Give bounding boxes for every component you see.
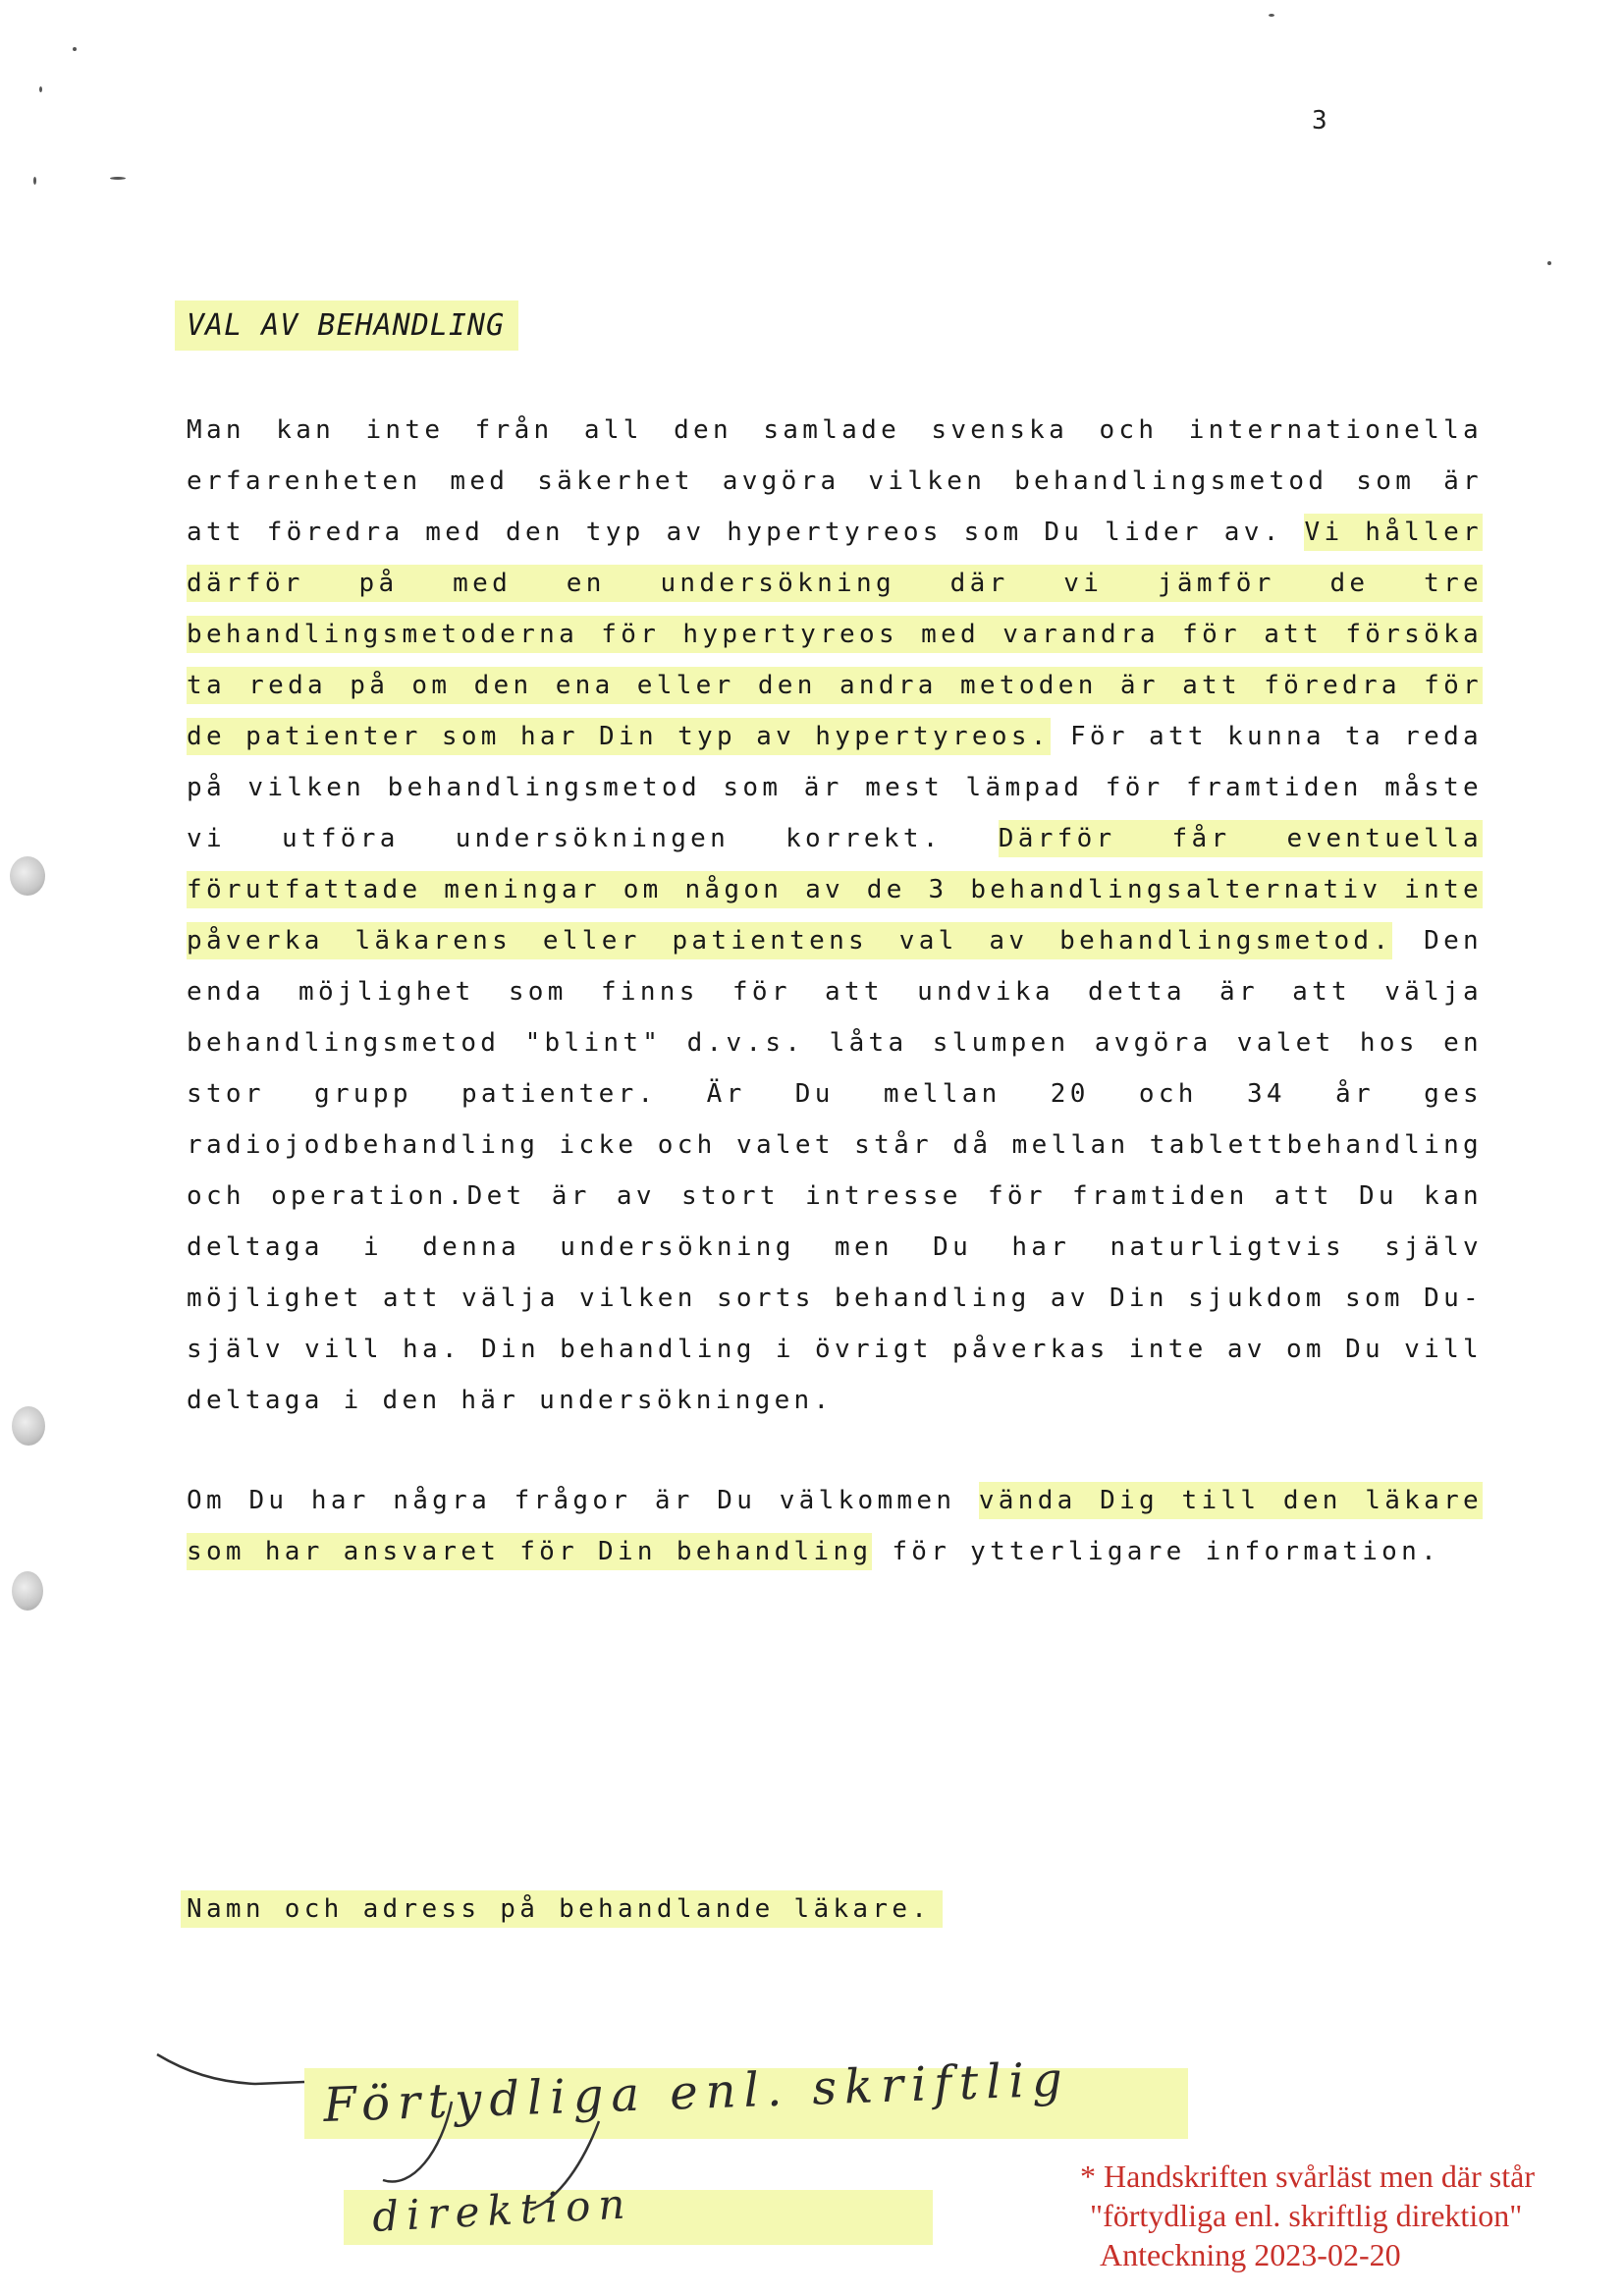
paragraph-text: för ytterligare information. <box>872 1537 1441 1566</box>
scan-speck <box>33 177 36 185</box>
footnote-line: * Handskriften svårläst men där står <box>1080 2159 1535 2194</box>
highlighted-text: vända Dig till den läkare som har ansvaret för Din behandling <box>187 1482 1483 1570</box>
paragraph-text: Om Du har några frågor är Du välkommen <box>187 1486 979 1515</box>
paragraph-treatment-choice <box>187 405 1483 1426</box>
scan-speck <box>110 177 126 180</box>
paragraph-text: Man kan inte från all den samlade svenska och internationella erfarenheten med säkerhet avgöra vilken behandlingsmetod som är att föredra med den typ av hypertyreos som Du lider av. <box>187 415 1483 547</box>
pen-stroke <box>157 2054 304 2084</box>
paragraph-doctor-address <box>187 1884 1483 1935</box>
handwriting-line-1: Förtydliga enl. skriftlig <box>322 2051 1071 2133</box>
highlighted-text: Därför får eventuella förutfattade meningar om någon av de 3 behandlingsalternativ inte påverka läkarens eller patientens val av behandlingsmetod. <box>187 820 1483 959</box>
scan-speck <box>73 47 77 51</box>
scan-speck <box>1547 261 1551 265</box>
footnote-line: "förtydliga enl. skriftlig direktion" <box>1090 2198 1523 2233</box>
page-number: 3 <box>1312 106 1327 136</box>
footnote-line: Anteckning 2023-02-20 <box>1100 2237 1401 2272</box>
highlighted-text: Vi håller därför på med en undersökning där vi jämför de tre behandlingsmetoderna för hypertyreos med varandra för att försöka ta reda på om den ena eller den andra metoden är att föredra för de patienter som har Din typ av hypertyreos. <box>187 514 1483 755</box>
transcription-footnote <box>1060 2157 1610 2274</box>
paragraph-text: För att kunna ta reda på vilken behandlingsmetod som är mest lämpad för framtiden måste vi utföra undersökningen korrekt. <box>187 722 1483 853</box>
paragraph-text: Den enda möjlighet som finns för att undvika detta är att välja behandlingsmetod "blint" d.v.s. låta slumpen avgöra valet hos en stor grupp patienter. Är Du mellan 20 och 34 år ges radiojodbehandling icke och valet står då mellan tablettbehandling och operation.Det är av stort intresse för framtiden att Du kan deltaga i denna undersökning men Du har naturligtvis själv möjlighet att välja vilken sorts behandling av Din sjukdom som Du-själv vill ha. Din behandling i övrigt påverkas inte av om Du vill deltaga i den här undersökningen. <box>187 926 1483 1415</box>
handwriting-line-2: direktion <box>370 2179 634 2241</box>
page-title: VAL AV BEHANDLING <box>175 301 518 351</box>
punch-hole <box>12 1571 43 1611</box>
punch-hole <box>10 856 45 896</box>
paragraph-questions <box>187 1475 1483 1577</box>
highlighted-text: Namn och adress på behandlande läkare. <box>181 1890 943 1928</box>
scan-speck <box>1269 14 1274 17</box>
punch-hole <box>12 1406 45 1446</box>
scan-speck <box>39 86 42 92</box>
